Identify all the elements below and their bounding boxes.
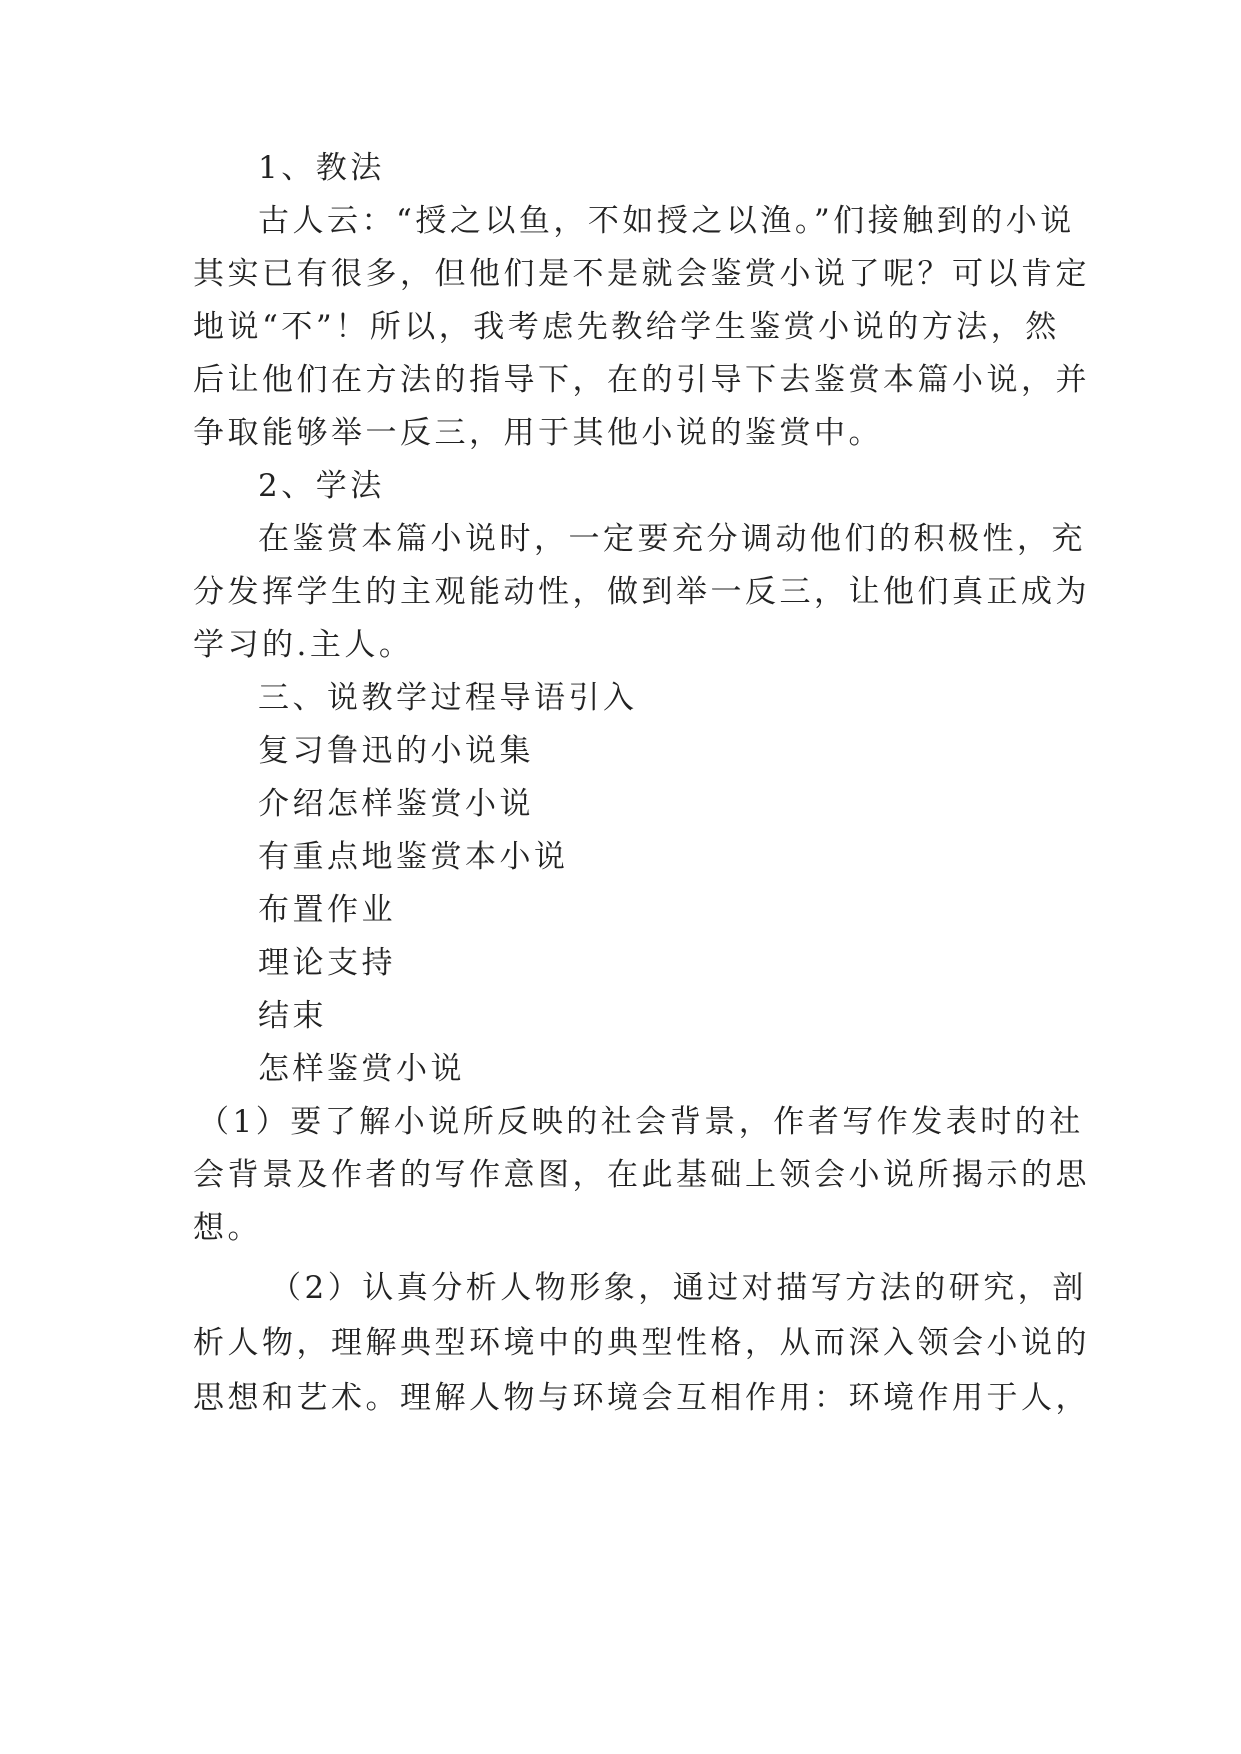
list-item: 复习鲁迅的小说集 [258, 733, 534, 769]
paragraph-line: 思想和艺术。理解人物与环境会互相作用：环境作用于人， [193, 1380, 1090, 1416]
paragraph-line: 古人云：“授之以鱼，不如授之以渔。”们接触到的小说 [258, 203, 1075, 239]
paragraph-line: 想。 [193, 1210, 262, 1246]
paragraph-line: 地说“不”！所以，我考虑先教给学生鉴赏小说的方法，然 [193, 309, 1060, 345]
paragraph-line: 析人物，理解典型环境中的典型性格，从而深入领会小说的 [193, 1325, 1090, 1361]
heading-learning-method: 2、学法 [258, 468, 385, 504]
paragraph-line: 争取能够举一反三，用于其他小说的鉴赏中。 [193, 415, 883, 451]
paragraph-line: 分发挥学生的主观能动性，做到举一反三，让他们真正成为 [193, 574, 1090, 610]
paragraph-line: 后让他们在方法的指导下，在的引导下去鉴赏本篇小说，并 [193, 362, 1090, 398]
list-item: 理论支持 [258, 945, 396, 981]
list-item: 结束 [258, 998, 327, 1034]
heading-teaching-process: 三、说教学过程导语引入 [258, 680, 638, 716]
paragraph-line: （1）要了解小说所反映的社会背景，作者写作发表时的社 [198, 1104, 1084, 1140]
heading-how-to-appreciate: 怎样鉴赏小说 [258, 1051, 465, 1087]
list-item: 介绍怎样鉴赏小说 [258, 786, 534, 822]
list-item: 布置作业 [258, 892, 396, 928]
paragraph-line: 其实已有很多，但他们是不是就会鉴赏小说了呢？可以肯定 [193, 256, 1090, 292]
paragraph-line: 学习的.主人。 [193, 627, 414, 663]
paragraph-line: （2）认真分析人物形象，通过对描写方法的研究，剖 [270, 1270, 1087, 1306]
heading-teaching-method: 1、教法 [258, 150, 385, 186]
list-item: 有重点地鉴赏本小说 [258, 839, 569, 875]
paragraph-line: 会背景及作者的写作意图，在此基础上领会小说所揭示的思 [193, 1157, 1090, 1193]
paragraph-line: 在鉴赏本篇小说时，一定要充分调动他们的积极性，充 [258, 521, 1086, 557]
